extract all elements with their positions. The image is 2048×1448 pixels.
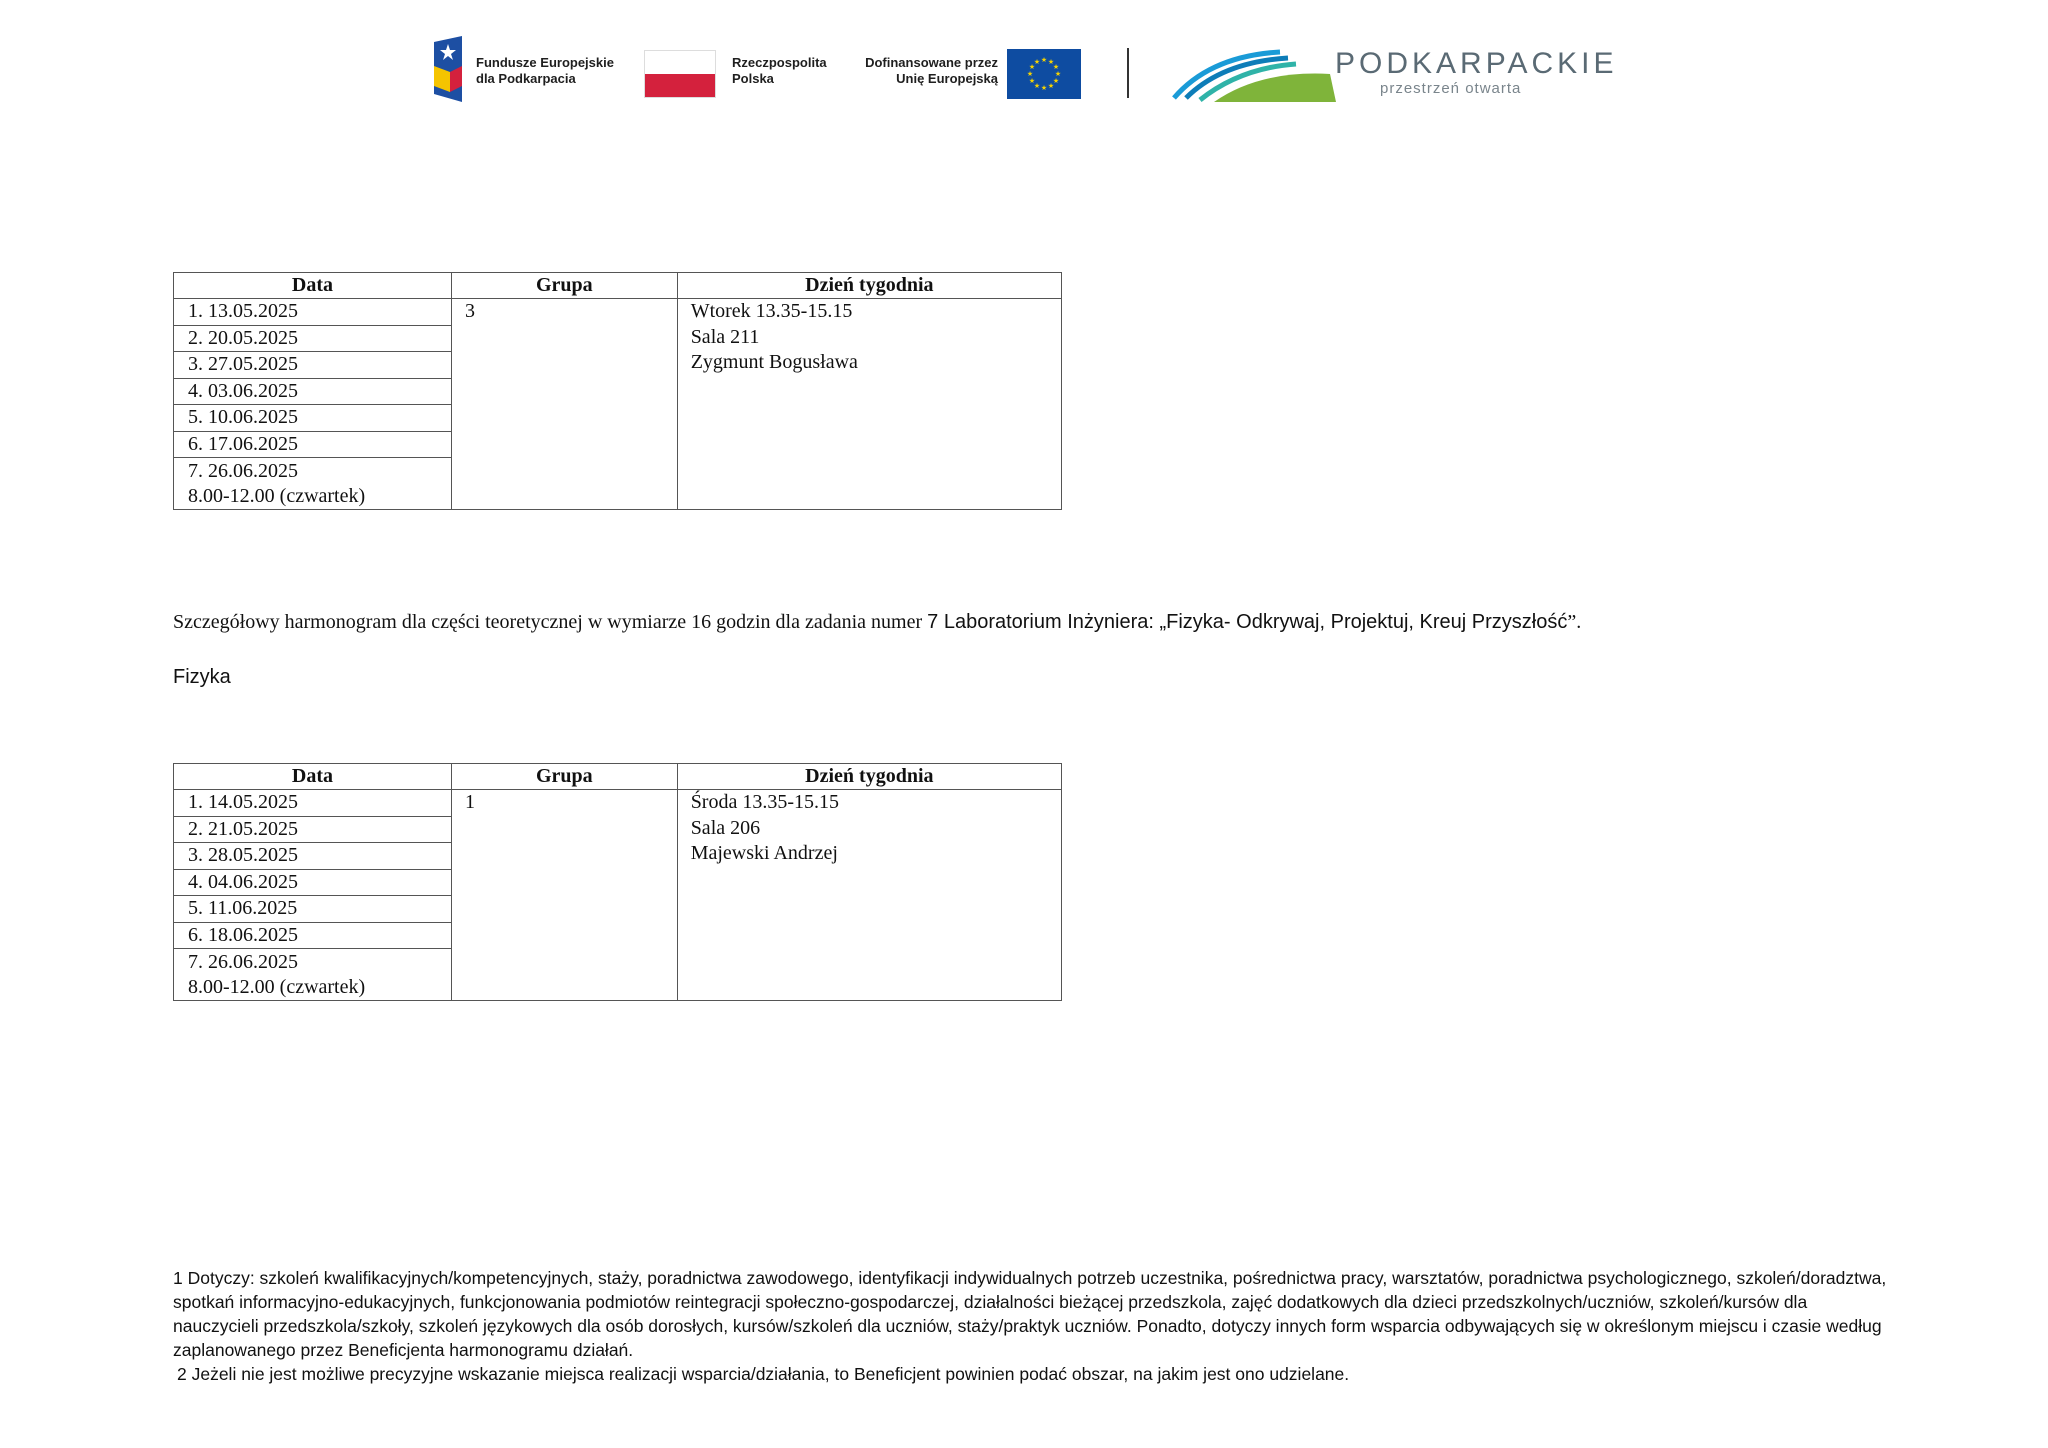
svg-text:★: ★ bbox=[1047, 58, 1055, 66]
date-cell: 4. 03.06.2025 bbox=[174, 378, 452, 405]
group-cell: 3 bbox=[451, 299, 677, 510]
svg-text:★: ★ bbox=[1028, 77, 1036, 85]
date-cell: 6. 18.06.2025 bbox=[174, 922, 452, 949]
date-cell: 5. 10.06.2025 bbox=[174, 405, 452, 432]
svg-text:★: ★ bbox=[1028, 63, 1036, 71]
eu-cofinancing-label bbox=[858, 55, 998, 87]
polish-flag-icon bbox=[644, 50, 716, 98]
date-cell-last bbox=[174, 458, 452, 510]
fundusze-europejskie-label bbox=[476, 55, 614, 87]
column-header-date: Data bbox=[174, 273, 452, 299]
date-cell-last bbox=[174, 949, 452, 1001]
weekday-time: Wtorek 13.35-15.15 bbox=[690, 300, 853, 322]
fe-label-line2: dla Podkarpacia bbox=[476, 71, 576, 86]
description-part-1: Szczegółowy harmonogram dla części teoretycznej w wymiarze 16 godzin dla zadania numer bbox=[173, 611, 928, 633]
schedule-table-1 bbox=[173, 272, 1062, 510]
svg-text:★: ★ bbox=[1052, 63, 1060, 71]
subject-label: Fizyka bbox=[173, 666, 231, 688]
footnote-1: 1 Dotyczy: szkoleń kwalifikacyjnych/kompetencyjnych, staży, poradnictwa zawodowego, identyfikacji indywidualnych potrzeb uczestnika, pośrednictwa pracy, warsztatów, poradnictwa psychologicznego, szkoleń/doradztwa, spotkań informacyjno-edukacyjnych, funkcjonowania podmiotów reintegracji społeczno-gospodarczej, działalności bieżącej przedszkola, zajęć dodatkowych dla dzieci przedszkolnych/uczniów, szkoleń/kursów dla nauczycieli przedszkola/szkoły, szkoleń językowych dla osób dorosłych, kursów/szkoleń dla uczniów, staży/praktyk uczniów. Ponadto, dotyczy innych form wsparcia odbywających się w określonym miejscu i czasie według zaplanowanego przez Beneficjenta harmonogramu działań. bbox=[173, 1268, 1887, 1360]
eu-label-line2: Unię Europejską bbox=[896, 71, 998, 86]
date-cell: 3. 28.05.2025 bbox=[174, 843, 452, 870]
weekday-time: Środa 13.35-15.15 bbox=[690, 791, 840, 813]
podkarpackie-name: PODKARPACKIE bbox=[1335, 47, 1618, 80]
description-part-2: 7 Laboratorium Inżyniera: „Fizyka- Odkrywaj, Projektuj, Kreuj Przyszłość bbox=[927, 611, 1568, 633]
column-header-group: Grupa bbox=[451, 764, 677, 790]
column-header-group: Grupa bbox=[451, 273, 677, 299]
date-note: 8.00-12.00 (czwartek) bbox=[188, 975, 366, 998]
eu-label-line1: Dofinansowane przez bbox=[865, 55, 998, 70]
svg-text:★: ★ bbox=[1033, 58, 1041, 66]
room: Sala 211 bbox=[690, 325, 760, 348]
schedule-table-2 bbox=[173, 763, 1062, 1001]
teacher: Majewski Andrzej bbox=[690, 842, 838, 864]
column-header-date: Data bbox=[174, 764, 452, 790]
footnotes bbox=[173, 1266, 1893, 1386]
logo-strip bbox=[430, 36, 1618, 104]
date-cell: 1. 13.05.2025 bbox=[174, 299, 452, 326]
date-cell: 3. 27.05.2025 bbox=[174, 352, 452, 379]
rp-label-line1: Rzeczpospolita bbox=[732, 55, 827, 70]
podkarpackie-tagline: przestrzeń otwarta bbox=[1380, 80, 1522, 97]
svg-text:★: ★ bbox=[1047, 82, 1055, 90]
date-value: 7. 26.06.2025 bbox=[188, 950, 298, 973]
date-note: 8.00-12.00 (czwartek) bbox=[188, 484, 366, 507]
fe-label-line1: Fundusze Europejskie bbox=[476, 55, 614, 70]
date-cell: 2. 20.05.2025 bbox=[174, 325, 452, 352]
weekday-cell bbox=[677, 299, 1061, 510]
room: Sala 206 bbox=[690, 816, 761, 839]
date-cell: 6. 17.06.2025 bbox=[174, 431, 452, 458]
column-header-weekday: Dzień tygodnia bbox=[677, 273, 1061, 299]
svg-text:★: ★ bbox=[1054, 70, 1062, 78]
schedule-description bbox=[173, 609, 2023, 635]
date-cell: 2. 21.05.2025 bbox=[174, 816, 452, 843]
svg-text:★: ★ bbox=[1033, 82, 1041, 90]
description-part-3: ”. bbox=[1567, 611, 1582, 633]
group-cell: 1 bbox=[451, 790, 677, 1001]
date-cell: 1. 14.05.2025 bbox=[174, 790, 452, 817]
rp-label-line2: Polska bbox=[732, 71, 774, 86]
teacher: Zygmunt Bogusława bbox=[690, 351, 858, 373]
svg-text:★: ★ bbox=[1052, 77, 1060, 85]
svg-text:★: ★ bbox=[1040, 84, 1048, 92]
footnote-2: 2 Jeżeli nie jest możliwe precyzyjne wskazanie miejsca realizacji wsparcia/działania, to Beneficjent powinien podać obszar, na jakim jest ono udzielane. bbox=[177, 1364, 1350, 1384]
podkarpackie-arcs-logo-icon bbox=[1170, 46, 1340, 102]
logo-separator bbox=[1127, 48, 1129, 98]
fundusze-europejskie-logo-icon bbox=[430, 36, 466, 102]
svg-text:★: ★ bbox=[1040, 56, 1048, 64]
svg-text:★: ★ bbox=[1026, 70, 1034, 78]
date-value: 7. 26.06.2025 bbox=[188, 459, 298, 482]
weekday-cell bbox=[677, 790, 1061, 1001]
date-cell: 4. 04.06.2025 bbox=[174, 869, 452, 896]
date-cell: 5. 11.06.2025 bbox=[174, 896, 452, 923]
column-header-weekday: Dzień tygodnia bbox=[677, 764, 1061, 790]
rzeczpospolita-label bbox=[732, 55, 827, 87]
eu-flag-icon bbox=[1007, 49, 1081, 99]
